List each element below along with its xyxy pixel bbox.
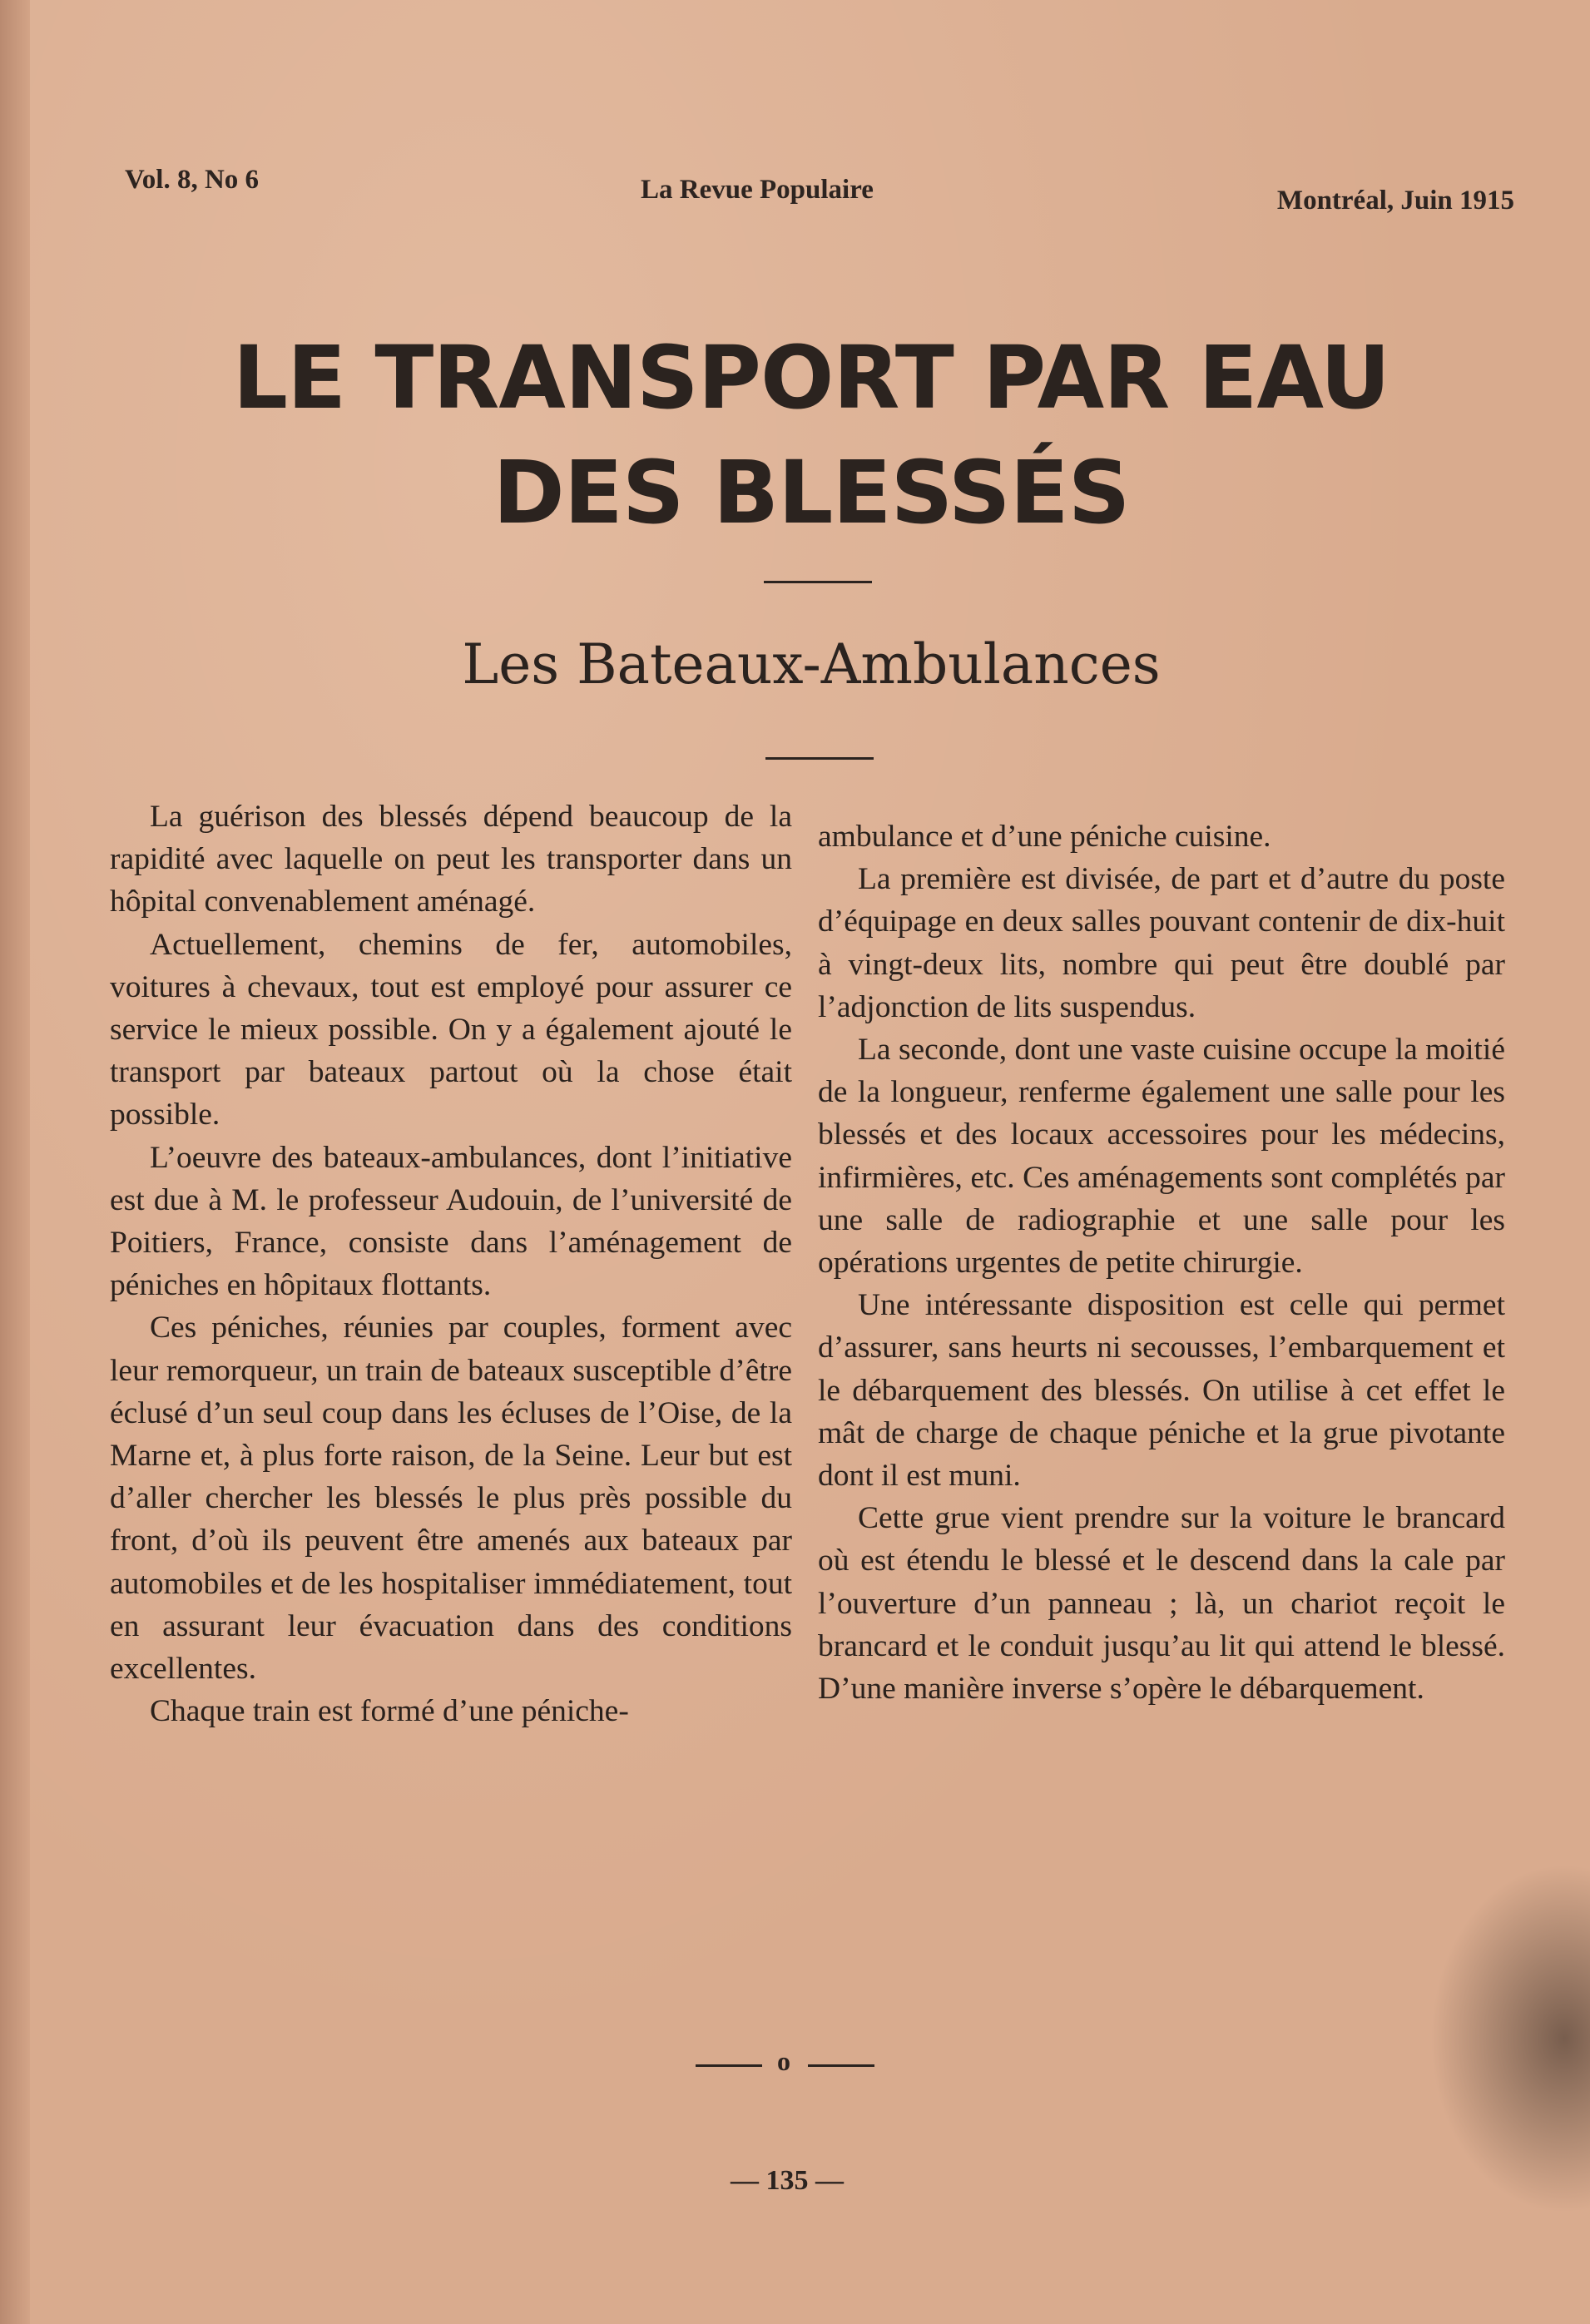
volume-number: Vol. 8, No 6 (125, 165, 260, 195)
subtitle-divider (765, 757, 874, 760)
end-separator (696, 2046, 879, 2076)
article-title-line-1: LE TRANSPORT PAR EAU (232, 327, 1390, 429)
running-header (125, 165, 1514, 216)
paragraph: L’oeuvre des bateaux-ambulances, dont l’initiative est due à M. le professeur Audouin, de l’université de Poitiers, France, consiste dans l’aménagement de péniches en hôpitaux flottants. (110, 1140, 792, 1303)
page-number: — 135 — (731, 2165, 844, 2196)
paragraph: La première est divisée, de part et d’autre du poste d’équipage en deux salles pouvant contenir de dix-huit à vingt-deux lits, nombre qui peut être doublé par l’adjonction de lits suspendus. (818, 862, 1505, 1024)
paragraph: La guérison des blessés dépend beaucoup de la rapidité avec laquelle on peut les transporter dans un hôpital convenablement aménagé. (110, 800, 792, 919)
right-column (818, 815, 1505, 1710)
left-column (110, 795, 792, 1732)
page-gutter (0, 0, 30, 2324)
paragraph: Chaque train est formé d’une péniche- (150, 1694, 629, 1729)
paragraph: La seconde, dont une vaste cuisine occupe la moitié de la longueur, renferme également une salle pour les blessés et des locaux accessoires pour les médecins, infirmières, etc. Ces aménagements sont complétés par une salle de radiographie et une salle pour les opérations urgentes de petite chirurgie. (818, 1033, 1505, 1281)
paragraph: Une intéressante disposition est celle qui permet d’assurer, sans heurts ni secousses, l’embarquement et le débarquement des blessés. On utilise à cet effet le mât de charge de chaque péniche et la grue pivotante dont il est muni. (818, 1288, 1505, 1494)
paragraph: Actuellement, chemins de fer, automobiles, voitures à chevaux, tout est employé pour assurer ce service le mieux possible. On y a également ajouté le transport par bateaux partout où la chose était possible. (110, 927, 792, 1132)
article-title (166, 320, 1456, 550)
title-divider (764, 581, 872, 583)
place-and-date: Montréal, Juin 1915 (1276, 186, 1514, 216)
article-title-line-2: DES BLESSÉS (493, 442, 1130, 543)
paragraph: Ces péniches, réunies par couples, forment avec leur remorqueur, un train de bateaux susceptible d’être éclusé d’un seul coup dans les écluses de l’Oise, de la Marne et, à plus forte raison, de la Seine. Leur but est d’aller chercher les blessés le plus près possible du front, d’où ils peuvent être amenés aux bateaux par automobiles et de les hospitaliser immédiatement, tout en assurant leur évacuation dans des conditions excellentes. (110, 1311, 792, 1687)
article-subtitle: Les Bateaux-Ambulances (462, 632, 1161, 696)
separator-line-left (696, 2064, 762, 2067)
publication-name: La Revue Populaire (641, 175, 874, 205)
paragraph: Cette grue vient prendre sur la voiture le brancard où est étendu le blessé et le descend dans la cale par l’ouverture d’un panneau ; là, un chariot reçoit le brancard et le conduit jusqu’au lit qui attend le blessé. D’une manière inverse s’opère le débarquement. (818, 1501, 1505, 1707)
paragraph-continuation: ambulance et d’une péniche cuisine. (818, 820, 1271, 854)
separator-line-right (808, 2064, 874, 2067)
separator-mark: o (777, 2046, 790, 2076)
